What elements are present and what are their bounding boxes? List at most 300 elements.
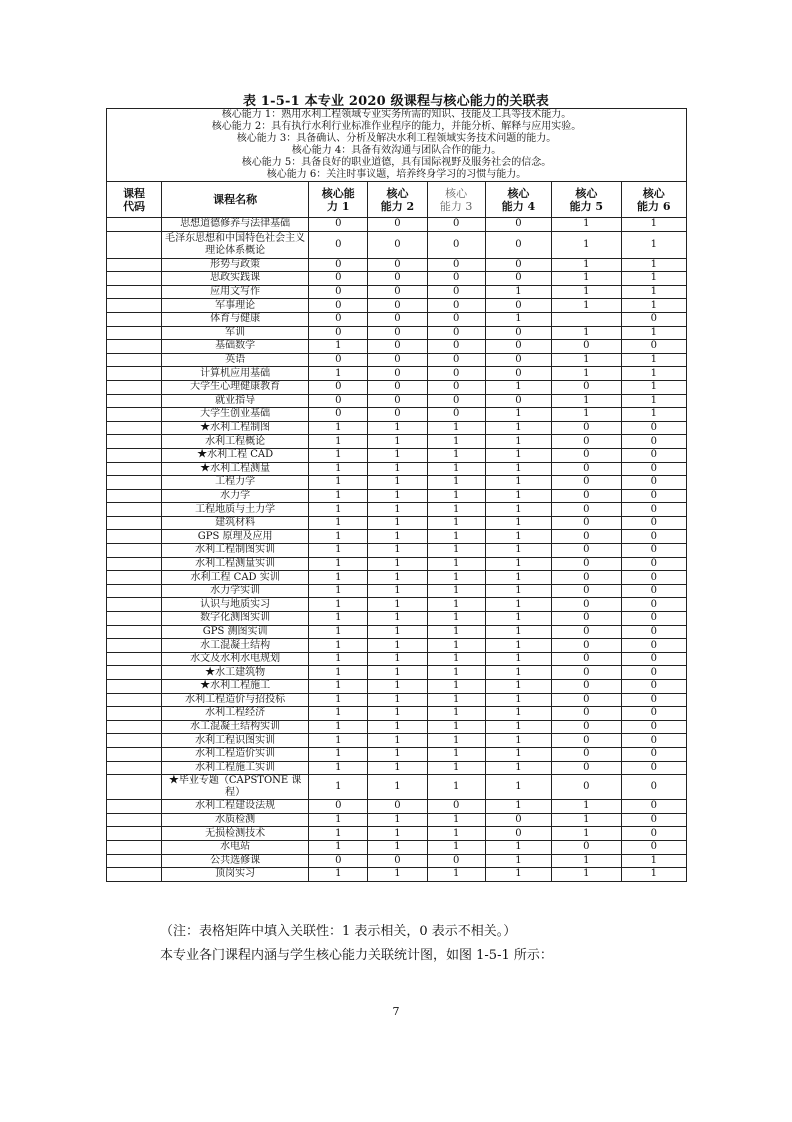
course-code-cell <box>107 530 162 544</box>
ability-1-cell: 1 <box>309 340 368 354</box>
ability-2-cell: 1 <box>368 489 427 503</box>
ability-4-cell: 1 <box>485 854 551 868</box>
course-name-cell: 英语 <box>162 353 309 367</box>
ability-5-cell: 1 <box>552 326 621 340</box>
course-code-cell <box>107 489 162 503</box>
ability-3-cell: 1 <box>427 625 485 639</box>
ability-line: 核心能力 2：具有执行水利行业标准作业程序的能力，并能分析、解释与应用实验。 <box>211 121 582 132</box>
ability-6-cell: 0 <box>621 476 686 490</box>
ability-1-cell: 1 <box>309 448 368 462</box>
ability-6-cell: 0 <box>621 639 686 653</box>
ability-1-cell: 0 <box>309 218 368 232</box>
ability-2-cell: 0 <box>368 218 427 232</box>
ability-2-cell: 0 <box>368 854 427 868</box>
ability-1-cell: 0 <box>309 353 368 367</box>
ability-3-cell: 1 <box>427 503 485 517</box>
ability-1-cell: 1 <box>309 639 368 653</box>
course-code-cell <box>107 680 162 694</box>
ability-4-cell: 1 <box>485 408 551 422</box>
ability-3-cell: 0 <box>427 326 485 340</box>
table-row <box>107 868 687 882</box>
table-row <box>107 598 687 612</box>
ability-6-cell: 0 <box>621 680 686 694</box>
course-name-cell: ★水利工程测量 <box>162 462 309 476</box>
ability-2-cell: 0 <box>368 367 427 381</box>
ability-2-cell: 1 <box>368 840 427 854</box>
course-name-cell: 军训 <box>162 326 309 340</box>
ability-3-cell: 1 <box>427 435 485 449</box>
course-code-cell <box>107 747 162 761</box>
table-row <box>107 489 687 503</box>
ability-2-cell: 1 <box>368 652 427 666</box>
ability-6-cell: 1 <box>621 326 686 340</box>
ability-1-cell: 0 <box>309 800 368 814</box>
ability-4-cell: 0 <box>485 394 551 408</box>
course-name-cell: 工程地质与土力学 <box>162 503 309 517</box>
ability-3-cell: 1 <box>427 612 485 626</box>
table-row <box>107 353 687 367</box>
ability-1-cell: 0 <box>309 394 368 408</box>
ability-4-cell: 1 <box>485 747 551 761</box>
ability-line: 核心能力 5：具备良好的职业道德，具有国际视野及服务社会的信念。 <box>241 157 552 168</box>
ability-6-cell: 1 <box>621 272 686 286</box>
course-name-cell: 毛泽东思想和中国特色社会主义理论体系概论 <box>162 231 309 258</box>
header-row <box>107 182 687 218</box>
ability-2-cell: 1 <box>368 557 427 571</box>
course-name-cell: 顶岗实习 <box>162 868 309 882</box>
ability-3-cell: 0 <box>427 854 485 868</box>
table-row <box>107 285 687 299</box>
ability-4-cell: 1 <box>485 666 551 680</box>
ability-6-cell: 1 <box>621 394 686 408</box>
ability-3-cell: 0 <box>427 367 485 381</box>
ability-5-cell: 0 <box>552 503 621 517</box>
ability-5-cell: 1 <box>552 353 621 367</box>
course-code-cell <box>107 598 162 612</box>
header-ability-2: 核心 能力 2 <box>368 182 427 218</box>
ability-1-cell: 1 <box>309 693 368 707</box>
ability-1-cell: 1 <box>309 421 368 435</box>
ability-3-cell: 0 <box>427 800 485 814</box>
course-name-cell: 水力学实训 <box>162 584 309 598</box>
ability-3-cell: 1 <box>427 693 485 707</box>
course-name-cell: 公共选修课 <box>162 854 309 868</box>
ability-6-cell: 1 <box>621 367 686 381</box>
ability-3-cell: 1 <box>427 489 485 503</box>
course-code-cell <box>107 272 162 286</box>
ability-2-cell: 0 <box>368 285 427 299</box>
ability-4-cell: 1 <box>485 775 551 800</box>
course-name-cell: ★水利工程 CAD <box>162 448 309 462</box>
ability-6-cell: 0 <box>621 693 686 707</box>
course-name-cell: 水利工程测量实训 <box>162 557 309 571</box>
ability-4-cell: 1 <box>485 707 551 721</box>
ability-3-cell: 1 <box>427 666 485 680</box>
course-name-cell: 计算机应用基础 <box>162 367 309 381</box>
ability-6-cell: 0 <box>621 666 686 680</box>
ability-2-cell: 1 <box>368 827 427 841</box>
ability-6-cell: 0 <box>621 813 686 827</box>
ability-3-cell: 0 <box>427 285 485 299</box>
ability-3-cell: 1 <box>427 448 485 462</box>
course-name-cell: 工程力学 <box>162 476 309 490</box>
ability-5-cell: 1 <box>552 800 621 814</box>
course-code-cell <box>107 720 162 734</box>
ability-6-cell: 0 <box>621 462 686 476</box>
course-name-cell: 水电站 <box>162 840 309 854</box>
ability-2-cell: 1 <box>368 775 427 800</box>
course-name-cell: 体育与健康 <box>162 312 309 326</box>
course-name-cell: GPS 原理及应用 <box>162 530 309 544</box>
ability-4-cell: 1 <box>485 639 551 653</box>
ability-2-cell: 1 <box>368 707 427 721</box>
table-row <box>107 380 687 394</box>
course-name-cell: 思政实践课 <box>162 272 309 286</box>
table-row <box>107 530 687 544</box>
ability-2-cell: 0 <box>368 380 427 394</box>
core-abilities-description <box>107 109 687 182</box>
table-row <box>107 666 687 680</box>
header-course-name: 课程名称 <box>162 182 309 218</box>
header-ability-5: 核心 能力 5 <box>552 182 621 218</box>
course-name-cell: 应用文写作 <box>162 285 309 299</box>
ability-2-cell: 1 <box>368 868 427 882</box>
course-name-cell: 无损检测技术 <box>162 827 309 841</box>
ability-6-cell: 0 <box>621 557 686 571</box>
ability-4-cell: 0 <box>485 272 551 286</box>
course-code-cell <box>107 462 162 476</box>
ability-3-cell: 1 <box>427 747 485 761</box>
course-name-cell: 水利工程造价与招投标 <box>162 693 309 707</box>
ability-line: 核心能力 6：关注时事议题，培养终身学习的习惯与能力。 <box>266 169 527 180</box>
ability-2-cell: 0 <box>368 312 427 326</box>
course-name-cell: 水利工程概论 <box>162 435 309 449</box>
table-row <box>107 448 687 462</box>
ability-2-cell: 1 <box>368 503 427 517</box>
ability-2-cell: 1 <box>368 813 427 827</box>
ability-1-cell: 1 <box>309 868 368 882</box>
ability-2-cell: 1 <box>368 421 427 435</box>
course-name-cell: 形势与政策 <box>162 258 309 272</box>
ability-4-cell: 1 <box>485 489 551 503</box>
ability-5-cell: 0 <box>552 340 621 354</box>
ability-1-cell: 1 <box>309 747 368 761</box>
ability-6-cell: 0 <box>621 827 686 841</box>
ability-6-cell: 1 <box>621 380 686 394</box>
course-name-cell: 水文及水利水电规划 <box>162 652 309 666</box>
ability-2-cell: 1 <box>368 639 427 653</box>
table-row <box>107 326 687 340</box>
ability-6-cell: 0 <box>621 720 686 734</box>
ability-6-cell: 0 <box>621 625 686 639</box>
course-name-cell: 思想道德修养与法律基础 <box>162 218 309 232</box>
ability-1-cell: 0 <box>309 231 368 258</box>
ability-2-cell: 0 <box>368 326 427 340</box>
ability-4-cell: 1 <box>485 557 551 571</box>
ability-6-cell: 1 <box>621 218 686 232</box>
table-row <box>107 340 687 354</box>
ability-5-cell: 0 <box>552 598 621 612</box>
course-ability-table <box>106 108 687 882</box>
course-name-cell: 水利工程 CAD 实训 <box>162 571 309 585</box>
ability-4-cell: 0 <box>485 353 551 367</box>
ability-4-cell: 1 <box>485 380 551 394</box>
ability-4-cell: 1 <box>485 680 551 694</box>
ability-6-cell: 1 <box>621 231 686 258</box>
ability-3-cell: 1 <box>427 827 485 841</box>
table-row <box>107 544 687 558</box>
table-row <box>107 557 687 571</box>
ability-6-cell: 0 <box>621 612 686 626</box>
table-row <box>107 652 687 666</box>
ability-1-cell: 1 <box>309 666 368 680</box>
ability-2-cell: 1 <box>368 734 427 748</box>
table-row <box>107 503 687 517</box>
ability-4-cell: 1 <box>485 476 551 490</box>
ability-4-cell: 0 <box>485 258 551 272</box>
ability-1-cell: 0 <box>309 312 368 326</box>
ability-5-cell: 0 <box>552 612 621 626</box>
table-row <box>107 639 687 653</box>
ability-line: 核心能力 3：具备确认、分析及解决水利工程领域实务技术问题的能力。 <box>236 133 557 144</box>
ability-2-cell: 1 <box>368 747 427 761</box>
ability-2-cell: 0 <box>368 353 427 367</box>
ability-5-cell: 1 <box>552 827 621 841</box>
course-code-cell <box>107 516 162 530</box>
table-row <box>107 625 687 639</box>
table-note: （注：表格矩阵中填入关联性：1 表示相关，0 表示不相关。） <box>160 924 517 939</box>
ability-4-cell: 0 <box>485 326 551 340</box>
ability-5-cell: 1 <box>552 813 621 827</box>
course-code-cell <box>107 827 162 841</box>
ability-5-cell: 0 <box>552 584 621 598</box>
ability-5-cell: 0 <box>552 840 621 854</box>
course-code-cell <box>107 476 162 490</box>
ability-4-cell: 1 <box>485 544 551 558</box>
ability-5-cell: 0 <box>552 462 621 476</box>
ability-1-cell: 0 <box>309 285 368 299</box>
ability-6-cell: 1 <box>621 408 686 422</box>
ability-2-cell: 1 <box>368 720 427 734</box>
ability-2-cell: 1 <box>368 598 427 612</box>
ability-1-cell: 0 <box>309 408 368 422</box>
ability-4-cell: 1 <box>485 734 551 748</box>
ability-1-cell: 1 <box>309 530 368 544</box>
ability-2-cell: 0 <box>368 800 427 814</box>
table-row <box>107 408 687 422</box>
course-code-cell <box>107 340 162 354</box>
course-name-cell: 水利工程建设法规 <box>162 800 309 814</box>
table-title: 表 1-5-1 本专业 2020 级课程与核心能力的关联表 <box>242 94 549 109</box>
table-row <box>107 761 687 775</box>
ability-5-cell: 0 <box>552 666 621 680</box>
ability-1-cell: 0 <box>309 380 368 394</box>
ability-1-cell: 1 <box>309 827 368 841</box>
ability-3-cell: 0 <box>427 340 485 354</box>
course-name-cell: 大学生心理健康教育 <box>162 380 309 394</box>
ability-5-cell: 0 <box>552 544 621 558</box>
header-ability-1: 核心能 力 1 <box>309 182 368 218</box>
course-code-cell <box>107 326 162 340</box>
ability-1-cell: 1 <box>309 489 368 503</box>
course-code-cell <box>107 353 162 367</box>
ability-5-cell: 0 <box>552 720 621 734</box>
ability-2-cell: 1 <box>368 625 427 639</box>
ability-2-cell: 0 <box>368 272 427 286</box>
course-name-cell: 数字化测图实训 <box>162 612 309 626</box>
ability-4-cell: 1 <box>485 448 551 462</box>
table-row <box>107 813 687 827</box>
ability-6-cell: 0 <box>621 448 686 462</box>
table-row <box>107 421 687 435</box>
ability-2-cell: 1 <box>368 435 427 449</box>
ability-1-cell: 1 <box>309 462 368 476</box>
ability-6-cell: 1 <box>621 854 686 868</box>
ability-2-cell: 0 <box>368 408 427 422</box>
page-number: 7 <box>392 1005 400 1018</box>
course-code-cell <box>107 231 162 258</box>
course-name-cell: ★水利工程制图 <box>162 421 309 435</box>
ability-6-cell: 0 <box>621 707 686 721</box>
ability-3-cell: 0 <box>427 408 485 422</box>
ability-1-cell: 1 <box>309 435 368 449</box>
table-row <box>107 584 687 598</box>
ability-6-cell: 0 <box>621 571 686 585</box>
table-row <box>107 462 687 476</box>
course-name-cell: 水利工程经济 <box>162 707 309 721</box>
ability-3-cell: 1 <box>427 462 485 476</box>
table-row <box>107 840 687 854</box>
ability-6-cell: 1 <box>621 285 686 299</box>
ability-1-cell: 1 <box>309 571 368 585</box>
ability-5-cell: 0 <box>552 693 621 707</box>
ability-3-cell: 0 <box>427 299 485 313</box>
ability-6-cell: 0 <box>621 544 686 558</box>
ability-1-cell: 0 <box>309 326 368 340</box>
course-code-cell <box>107 775 162 800</box>
course-code-cell <box>107 218 162 232</box>
ability-3-cell: 1 <box>427 530 485 544</box>
ability-1-cell: 1 <box>309 707 368 721</box>
ability-3-cell: 1 <box>427 639 485 653</box>
ability-4-cell: 0 <box>485 340 551 354</box>
header-course-code: 课程 代码 <box>107 182 162 218</box>
ability-3-cell: 1 <box>427 680 485 694</box>
table-row <box>107 775 687 800</box>
ability-6-cell: 0 <box>621 516 686 530</box>
table-row <box>107 693 687 707</box>
ability-2-cell: 1 <box>368 544 427 558</box>
ability-1-cell: 1 <box>309 503 368 517</box>
ability-5-cell: 1 <box>552 408 621 422</box>
ability-3-cell: 0 <box>427 231 485 258</box>
ability-4-cell: 1 <box>485 800 551 814</box>
ability-4-cell: 1 <box>485 312 551 326</box>
ability-6-cell: 0 <box>621 340 686 354</box>
header-ability-6: 核心 能力 6 <box>621 182 686 218</box>
ability-5-cell: 1 <box>552 394 621 408</box>
course-code-cell <box>107 557 162 571</box>
table-row <box>107 747 687 761</box>
ability-6-cell: 0 <box>621 503 686 517</box>
ability-4-cell: 1 <box>485 625 551 639</box>
ability-2-cell: 1 <box>368 530 427 544</box>
ability-4-cell: 1 <box>485 612 551 626</box>
ability-5-cell <box>552 312 621 326</box>
ability-6-cell: 0 <box>621 734 686 748</box>
ability-3-cell: 0 <box>427 394 485 408</box>
ability-5-cell: 0 <box>552 625 621 639</box>
ability-5-cell: 0 <box>552 652 621 666</box>
ability-1-cell: 1 <box>309 734 368 748</box>
ability-4-cell: 1 <box>485 868 551 882</box>
ability-3-cell: 0 <box>427 380 485 394</box>
ability-6-cell: 0 <box>621 775 686 800</box>
ability-6-cell: 1 <box>621 299 686 313</box>
ability-5-cell: 0 <box>552 761 621 775</box>
course-code-cell <box>107 408 162 422</box>
course-name-cell: 军事理论 <box>162 299 309 313</box>
course-name-cell: 水利工程造价实训 <box>162 747 309 761</box>
table-row <box>107 734 687 748</box>
ability-3-cell: 1 <box>427 544 485 558</box>
table-row <box>107 272 687 286</box>
ability-3-cell: 0 <box>427 353 485 367</box>
ability-6-cell: 0 <box>621 489 686 503</box>
ability-3-cell: 1 <box>427 476 485 490</box>
ability-6-cell: 0 <box>621 584 686 598</box>
ability-5-cell: 1 <box>552 299 621 313</box>
course-code-cell <box>107 800 162 814</box>
ability-4-cell: 1 <box>485 571 551 585</box>
ability-2-cell: 1 <box>368 571 427 585</box>
ability-6-cell: 0 <box>621 840 686 854</box>
table-row <box>107 231 687 258</box>
course-code-cell <box>107 652 162 666</box>
ability-3-cell: 1 <box>427 868 485 882</box>
ability-5-cell: 1 <box>552 854 621 868</box>
table-row <box>107 435 687 449</box>
ability-4-cell: 1 <box>485 503 551 517</box>
ability-2-cell: 0 <box>368 394 427 408</box>
ability-4-cell: 1 <box>485 693 551 707</box>
ability-4-cell: 1 <box>485 285 551 299</box>
ability-3-cell: 1 <box>427 840 485 854</box>
ability-5-cell: 0 <box>552 747 621 761</box>
table-row <box>107 854 687 868</box>
ability-2-cell: 1 <box>368 761 427 775</box>
ability-line: 核心能力 1：熟用水利工程领域专业实务所需的知识、技能及工具等技术能力。 <box>221 109 572 120</box>
ability-3-cell: 1 <box>427 652 485 666</box>
ability-6-cell: 0 <box>621 435 686 449</box>
course-name-cell: 水工混凝土结构 <box>162 639 309 653</box>
header-ability-3: 核心 能力 3 <box>427 182 485 218</box>
ability-1-cell: 0 <box>309 854 368 868</box>
ability-4-cell: 1 <box>485 840 551 854</box>
ability-4-cell: 1 <box>485 598 551 612</box>
ability-3-cell: 1 <box>427 720 485 734</box>
ability-5-cell: 0 <box>552 530 621 544</box>
ability-3-cell: 1 <box>427 813 485 827</box>
ability-1-cell: 1 <box>309 775 368 800</box>
course-code-cell <box>107 707 162 721</box>
ability-1-cell: 1 <box>309 516 368 530</box>
course-code-cell <box>107 813 162 827</box>
ability-3-cell: 1 <box>427 516 485 530</box>
ability-1-cell: 1 <box>309 761 368 775</box>
ability-6-cell: 0 <box>621 747 686 761</box>
course-code-cell <box>107 639 162 653</box>
